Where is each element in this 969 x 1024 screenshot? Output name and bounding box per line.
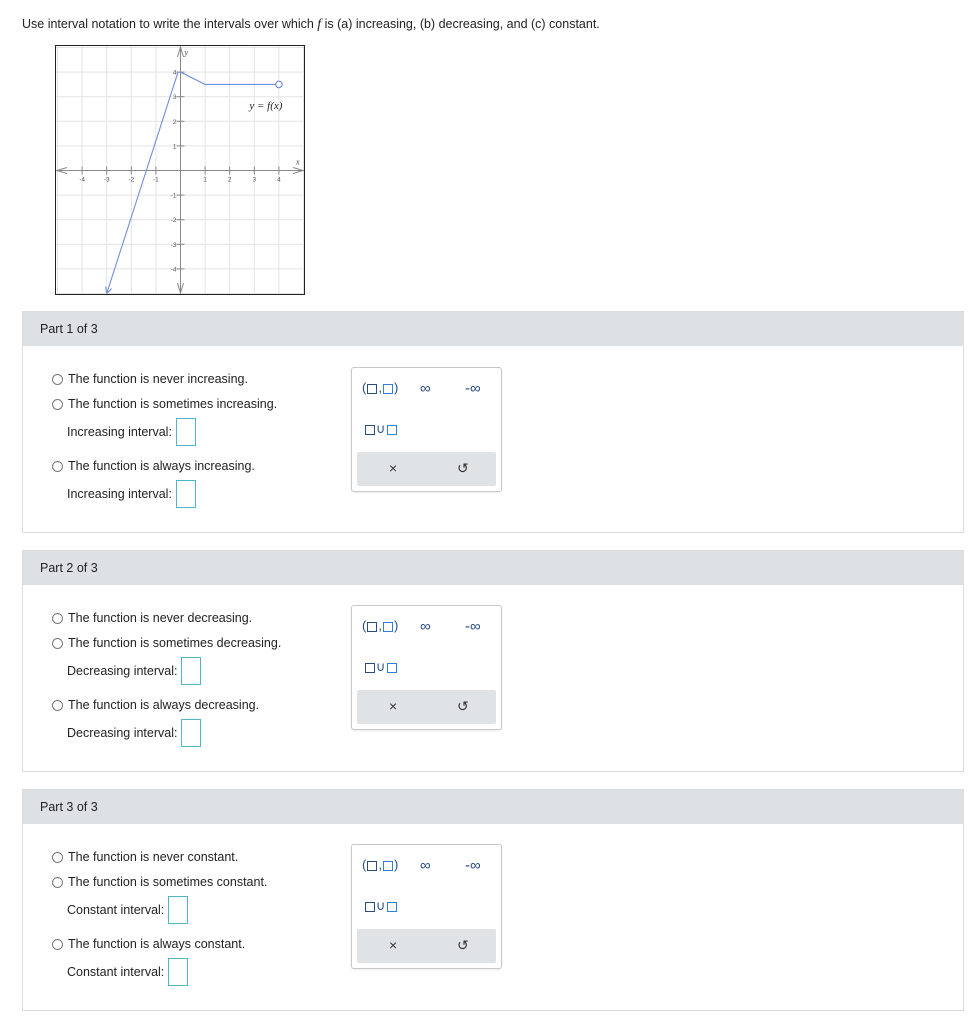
option-always[interactable]: The function is always decreasing. — [52, 698, 259, 712]
option-always[interactable]: The function is always increasing. — [52, 459, 255, 473]
infinity-button[interactable]: ∞ — [420, 857, 431, 874]
y-tick-label: -3 — [170, 241, 177, 249]
radio-button[interactable] — [52, 852, 63, 863]
option-never[interactable]: The function is never decreasing. — [52, 611, 252, 625]
x-tick-label: 4 — [277, 176, 281, 184]
answer-input[interactable] — [168, 958, 188, 986]
graph-svg — [56, 46, 304, 294]
y-tick-label: 3 — [172, 94, 177, 102]
function-name: f — [317, 17, 322, 32]
radio-button[interactable] — [52, 877, 63, 888]
x-tick-label: -3 — [103, 176, 110, 184]
undo-icon[interactable]: ↺ — [457, 937, 469, 953]
interval-row: Increasing interval: — [67, 418, 196, 446]
palette-actions — [357, 690, 496, 724]
part-3 — [22, 789, 964, 1011]
math-palette — [351, 844, 502, 969]
clear-icon[interactable]: × — [389, 937, 398, 953]
option-always[interactable]: The function is always constant. — [52, 937, 245, 951]
option-never[interactable]: The function is never constant. — [52, 850, 238, 864]
option-sometimes[interactable]: The function is sometimes constant. — [52, 875, 267, 889]
x-tick-label: -1 — [153, 176, 159, 184]
union-button[interactable]: ∪ — [364, 898, 398, 914]
math-palette — [351, 367, 502, 492]
negative-infinity-button[interactable]: -∞ — [465, 618, 481, 635]
answer-input[interactable] — [176, 418, 196, 446]
answer-input[interactable] — [181, 657, 201, 685]
radio-button[interactable] — [52, 613, 63, 624]
radio-button[interactable] — [52, 461, 63, 472]
y-tick-label: -1 — [170, 192, 177, 200]
part-header: Part 3 of 3 — [23, 790, 963, 824]
undo-icon[interactable]: ↺ — [457, 460, 469, 476]
part-2 — [22, 550, 964, 772]
y-tick-label: 1 — [172, 143, 177, 151]
function-graph — [55, 45, 305, 295]
interval-button[interactable]: ( , ) — [362, 380, 399, 395]
y-axis-label: y — [184, 48, 189, 57]
infinity-button[interactable]: ∞ — [420, 380, 431, 397]
interval-button[interactable]: ( , ) — [362, 618, 399, 633]
negative-infinity-button[interactable]: -∞ — [465, 857, 481, 874]
answer-input[interactable] — [176, 480, 196, 508]
option-sometimes[interactable]: The function is sometimes increasing. — [52, 397, 277, 411]
union-button[interactable]: ∪ — [364, 421, 398, 437]
y-tick-label: 4 — [172, 69, 177, 77]
part-header: Part 2 of 3 — [23, 551, 963, 585]
interval-button[interactable]: ( , ) — [362, 857, 399, 872]
interval-row: Decreasing interval: — [67, 719, 201, 747]
palette-actions — [357, 452, 496, 486]
part-header: Part 1 of 3 — [23, 312, 963, 346]
undo-icon[interactable]: ↺ — [457, 698, 469, 714]
radio-button[interactable] — [52, 638, 63, 649]
radio-button[interactable] — [52, 700, 63, 711]
x-tick-label: 1 — [203, 176, 207, 184]
y-tick-label: -4 — [170, 266, 177, 274]
radio-button[interactable] — [52, 939, 63, 950]
y-tick-label: 2 — [172, 118, 177, 126]
clear-icon[interactable]: × — [389, 460, 398, 476]
union-button[interactable]: ∪ — [364, 659, 398, 675]
math-palette — [351, 605, 502, 730]
open-endpoint — [276, 81, 282, 87]
answer-input[interactable] — [168, 896, 188, 924]
interval-row: Decreasing interval: — [67, 657, 201, 685]
interval-row: Constant interval: — [67, 896, 188, 924]
x-axis-label: x — [296, 157, 300, 167]
x-tick-label: -2 — [128, 176, 135, 184]
radio-button[interactable] — [52, 374, 63, 385]
y-tick-label: -2 — [170, 217, 177, 225]
question-text: Use interval notation to write the intervals over which f is (a) increasing, (b) decreasing, and (c) constant. — [22, 17, 600, 32]
clear-icon[interactable]: × — [389, 698, 398, 714]
x-tick-label: 2 — [227, 176, 232, 184]
interval-row: Constant interval: — [67, 958, 188, 986]
negative-infinity-button[interactable]: -∞ — [465, 380, 481, 397]
option-sometimes[interactable]: The function is sometimes decreasing. — [52, 636, 281, 650]
option-never[interactable]: The function is never increasing. — [52, 372, 248, 386]
equation-label: y = f(x) — [249, 100, 283, 112]
interval-row: Increasing interval: — [67, 480, 196, 508]
part-1 — [22, 311, 964, 533]
x-tick-label: 3 — [252, 176, 257, 184]
palette-actions — [357, 929, 496, 963]
answer-input[interactable] — [181, 719, 201, 747]
x-tick-label: -4 — [79, 176, 85, 184]
radio-button[interactable] — [52, 399, 63, 410]
infinity-button[interactable]: ∞ — [420, 618, 431, 635]
